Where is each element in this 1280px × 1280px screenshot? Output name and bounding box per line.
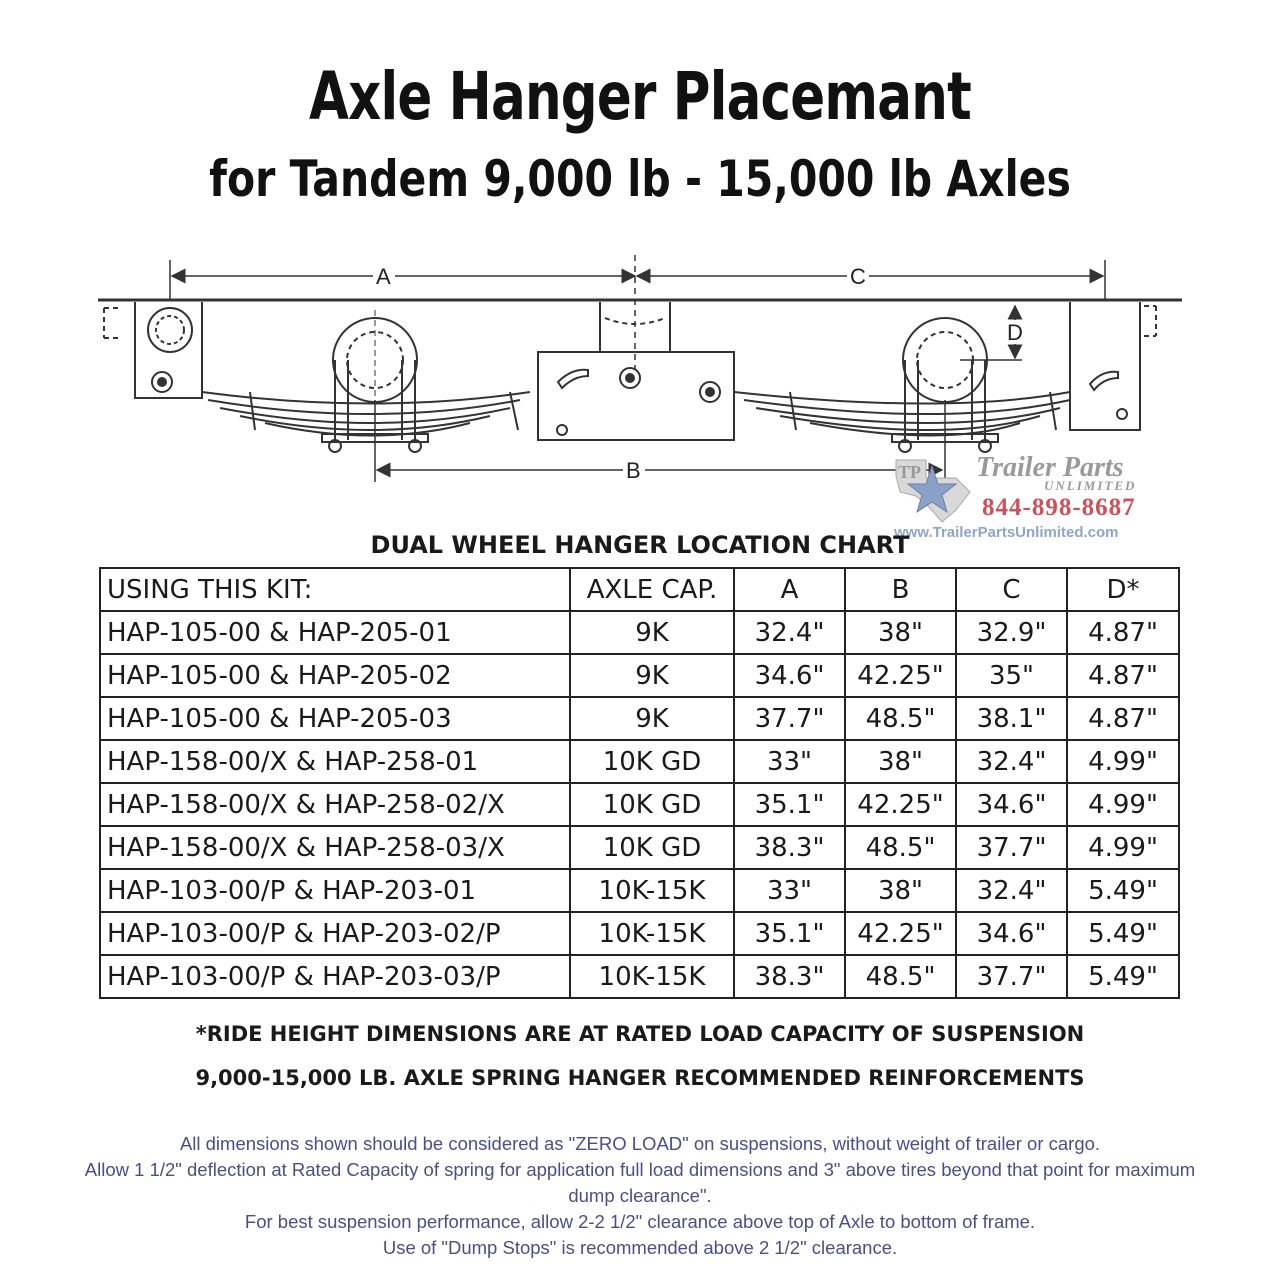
cell-axle-cap: 10K GD [570, 783, 734, 826]
header-d: D* [1067, 568, 1179, 611]
cell-c: 34.6" [956, 912, 1067, 955]
cell-d: 4.99" [1067, 826, 1179, 869]
cell-kit: HAP-158-00/X & HAP-258-01 [100, 740, 570, 783]
cell-d: 4.87" [1067, 654, 1179, 697]
hanger-location-table [99, 567, 1180, 999]
cell-kit: HAP-103-00/P & HAP-203-02/P [100, 912, 570, 955]
cell-c: 32.4" [956, 869, 1067, 912]
table-row [100, 697, 1179, 740]
watermark-name: Trailer Parts [976, 452, 1124, 483]
cell-d: 4.99" [1067, 740, 1179, 783]
cell-a: 34.6" [734, 654, 845, 697]
chart-title: DUAL WHEEL HANGER LOCATION CHART [370, 531, 910, 559]
cell-b: 48.5" [845, 955, 956, 998]
table-row [100, 654, 1179, 697]
cell-c: 32.9" [956, 611, 1067, 654]
footer-line: All dimensions shown should be considered as "ZERO LOAD" on suspensions, without weight of trailer or cargo. [179, 1133, 1101, 1154]
cell-b: 38" [845, 740, 956, 783]
cell-axle-cap: 9K [570, 611, 734, 654]
table-body [100, 611, 1179, 998]
cell-kit: HAP-105-00 & HAP-205-01 [100, 611, 570, 654]
cell-b: 42.25" [845, 783, 956, 826]
cell-c: 37.7" [956, 955, 1067, 998]
cell-d: 5.49" [1067, 912, 1179, 955]
center-equalizer [538, 302, 734, 440]
cell-a: 38.3" [734, 826, 845, 869]
cell-b: 42.25" [845, 654, 956, 697]
page-title: Axle Hanger Placemant [309, 58, 971, 135]
table-header-row [100, 568, 1179, 611]
table-row [100, 869, 1179, 912]
header-axle-cap: AXLE CAP. [570, 568, 734, 611]
cell-a: 35.1" [734, 783, 845, 826]
table-row [100, 783, 1179, 826]
cell-b: 38" [845, 869, 956, 912]
cell-d: 5.49" [1067, 955, 1179, 998]
dimension-a-label: A [376, 264, 391, 289]
ride-height-note: *RIDE HEIGHT DIMENSIONS ARE AT RATED LOAD CAPACITY OF SUSPENSION [195, 1022, 1085, 1046]
cell-axle-cap: 10K-15K [570, 869, 734, 912]
page-subtitle: for Tandem 9,000 lb - 15,000 lb Axles [209, 150, 1071, 208]
cell-c: 37.7" [956, 826, 1067, 869]
rear-hanger [1070, 302, 1156, 430]
cell-axle-cap: 9K [570, 654, 734, 697]
table-row [100, 912, 1179, 955]
cell-kit: HAP-158-00/X & HAP-258-02/X [100, 783, 570, 826]
cell-d: 5.49" [1067, 869, 1179, 912]
cell-axle-cap: 9K [570, 697, 734, 740]
dimension-d-label: D [1007, 320, 1023, 345]
cell-d: 4.87" [1067, 697, 1179, 740]
watermark-url: www.TrailerPartsUnlimited.com [894, 524, 1119, 541]
header-c: C [956, 568, 1067, 611]
cell-kit: HAP-105-00 & HAP-205-03 [100, 697, 570, 740]
footer-line: For best suspension performance, allow 2-2 1/2" clearance above top of Axle to bottom of frame. [244, 1211, 1036, 1232]
cell-axle-cap: 10K-15K [570, 912, 734, 955]
cell-a: 37.7" [734, 697, 845, 740]
cell-axle-cap: 10K GD [570, 740, 734, 783]
cell-b: 38" [845, 611, 956, 654]
cell-kit: HAP-105-00 & HAP-205-02 [100, 654, 570, 697]
cell-kit: HAP-158-00/X & HAP-258-03/X [100, 826, 570, 869]
cell-kit: HAP-103-00/P & HAP-203-01 [100, 869, 570, 912]
dimension-c-label: C [850, 264, 866, 289]
reinforcements-note: 9,000-15,000 LB. AXLE SPRING HANGER RECOMMENDED REINFORCEMENTS [195, 1066, 1085, 1090]
texas-star-logo-icon [886, 452, 976, 524]
watermark-sub: UNLIMITED [1044, 478, 1137, 493]
cell-c: 32.4" [956, 740, 1067, 783]
cell-a: 32.4" [734, 611, 845, 654]
cell-axle-cap: 10K GD [570, 826, 734, 869]
footer-notes [60, 1131, 1220, 1261]
cell-d: 4.87" [1067, 611, 1179, 654]
table-row [100, 740, 1179, 783]
footer-line: Use of "Dump Stops" is recommended above 2 1/2" clearance. [382, 1237, 898, 1258]
cell-b: 48.5" [845, 697, 956, 740]
table-row [100, 826, 1179, 869]
cell-axle-cap: 10K-15K [570, 955, 734, 998]
header-a: A [734, 568, 845, 611]
rear-leaf-spring [734, 392, 1070, 436]
table-row [100, 611, 1179, 654]
front-hanger [104, 302, 202, 398]
cell-c: 35" [956, 654, 1067, 697]
cell-a: 33" [734, 740, 845, 783]
cell-c: 34.6" [956, 783, 1067, 826]
cell-kit: HAP-103-00/P & HAP-203-03/P [100, 955, 570, 998]
cell-a: 38.3" [734, 955, 845, 998]
dimension-b-label: B [626, 458, 641, 483]
front-leaf-spring [202, 392, 530, 436]
cell-a: 35.1" [734, 912, 845, 955]
front-axle [322, 310, 428, 470]
watermark-phone: 844-898-8687 [982, 494, 1136, 521]
cell-a: 33" [734, 869, 845, 912]
cell-b: 42.25" [845, 912, 956, 955]
cell-b: 48.5" [845, 826, 956, 869]
footer-line: Allow 1 1/2" deflection at Rated Capacity of spring for application full load dimensions and 3" above tires beyond that point for maximum dump clearance". [84, 1159, 1196, 1206]
svg-text:TP: TP [898, 462, 922, 482]
cell-c: 38.1" [956, 697, 1067, 740]
table-row [100, 955, 1179, 998]
cell-d: 4.99" [1067, 783, 1179, 826]
header-b: B [845, 568, 956, 611]
header-kit: USING THIS KIT: [100, 568, 570, 611]
